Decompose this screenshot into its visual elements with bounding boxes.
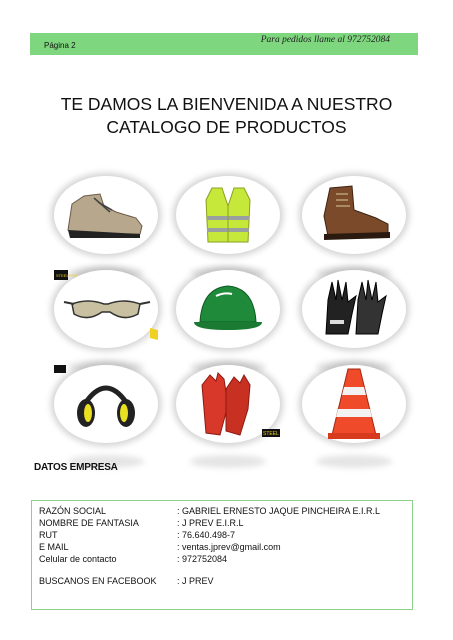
svg-text:STEEL: STEEL	[263, 431, 279, 437]
product-work-gloves	[302, 270, 406, 348]
row-facebook	[39, 576, 214, 586]
safety-shoe-icon	[54, 176, 158, 254]
row-value: : 972752084	[177, 554, 228, 564]
header-bar	[30, 33, 418, 55]
traffic-cone-icon	[302, 365, 406, 443]
title-line-2: CATALOGO DE PRODUCTOS	[106, 117, 347, 137]
row-label: RUT	[39, 530, 58, 540]
ear-muffs-icon	[54, 365, 158, 443]
product-work-boot	[302, 176, 406, 254]
work-gloves-icon	[302, 270, 406, 348]
row-nombre-fantasia	[39, 518, 244, 528]
welding-gloves-icon	[176, 365, 280, 443]
row-value: : J PREV	[177, 576, 214, 586]
page-title	[0, 93, 453, 139]
order-phone-note: Para pedidos llame al 972752084	[260, 35, 390, 45]
row-value: : 76.640.498-7	[177, 530, 236, 540]
row-rut	[39, 530, 235, 540]
product-traffic-cone	[302, 365, 406, 443]
product-safety-shoe	[54, 176, 158, 254]
product-safety-glasses	[54, 270, 158, 348]
company-section-title: DATOS EMPRESA	[34, 462, 118, 473]
product-welding-gloves	[176, 365, 280, 443]
row-celular	[39, 554, 227, 564]
safety-glasses-icon	[54, 270, 158, 348]
row-label: E MAIL	[39, 542, 69, 552]
row-email	[39, 542, 281, 552]
row-value: : J PREV E.I.R.L	[177, 518, 244, 528]
work-boot-icon	[302, 176, 406, 254]
product-ear-muffs	[54, 365, 158, 443]
reflective-vest-icon	[176, 176, 280, 254]
row-value: : ventas.jprev@gmail.com	[177, 542, 281, 552]
company-data-box	[31, 500, 413, 610]
page-number: Página 2	[44, 41, 76, 50]
title-line-1: TE DAMOS LA BIENVENIDA A NUESTRO	[60, 94, 393, 114]
product-reflective-vest	[176, 176, 280, 254]
row-label: Celular de contacto	[39, 554, 117, 564]
row-label: BUSCANOS EN FACEBOOK	[39, 576, 157, 586]
row-value: : GABRIEL ERNESTO JAQUE PINCHEIRA E.I.R.L	[177, 506, 381, 516]
row-label: NOMBRE DE FANTASIA	[39, 518, 139, 528]
row-razon-social	[39, 506, 380, 516]
hard-hat-icon	[176, 270, 280, 348]
product-hard-hat	[176, 270, 280, 348]
row-label: RAZÓN SOCIAL	[39, 506, 107, 516]
svg-text:STEELPRO: STEELPRO	[56, 273, 78, 278]
